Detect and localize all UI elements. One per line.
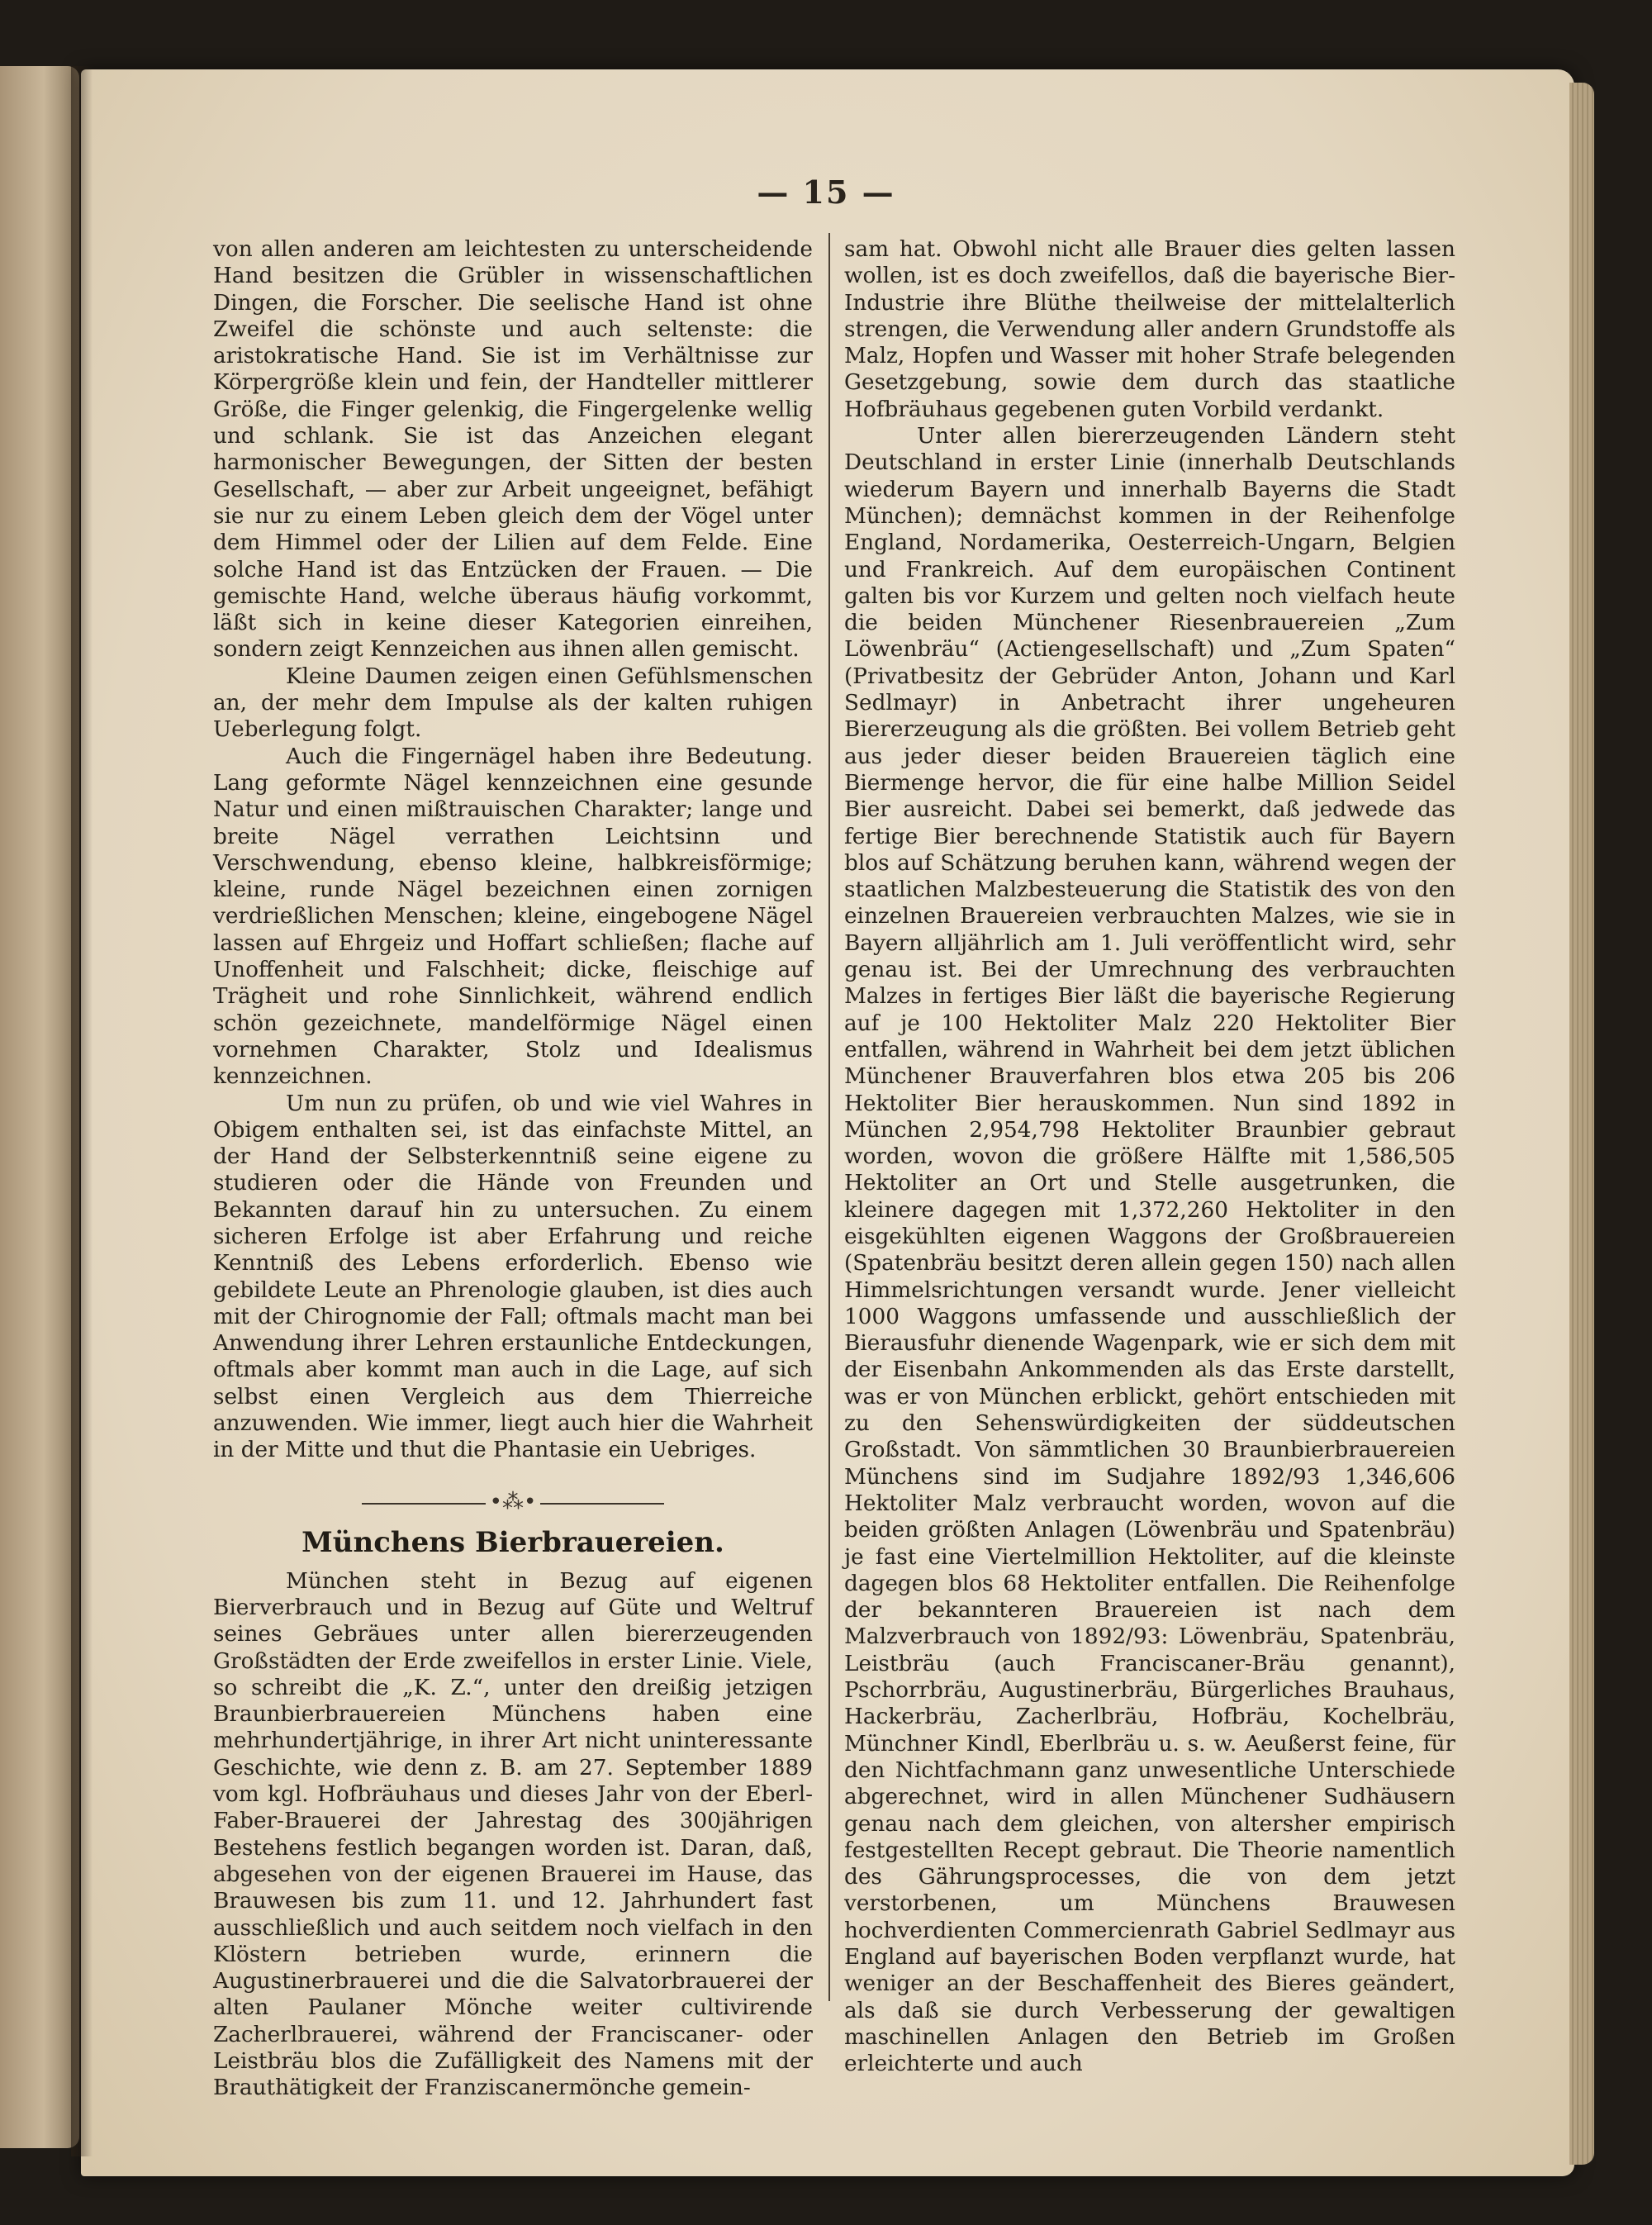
page-number: — 15 — (757, 174, 895, 211)
left-page-edge (0, 66, 79, 2148)
paragraph: Auch die Fingernägel haben ihre Bedeutung. Lang geformte Nägel kennzeichnen eine gesunde Natur und einen mißtrauischen Charakter; lange und breite Nägel verrathen Leichtsinn und Verschwendung, ebenso kleine, halbkreisförmige; kleine, runde Nägel bezeichnen einen zornigen verdrießlichen Menschen; kleine, eingebogene Nägel lassen auf Ehrgeiz und Hoffart schließen; flache auf Unoffenheit und Falschheit; dicke, fleischige auf Trägheit und rohe Sinnlichkeit, während endlich schön gezeichnete, mandelförmige Nägel einen vornehmen Charakter, Stolz und Idealismus kennzeichnen. (213, 744, 813, 1090)
divider-line-left (362, 1503, 486, 1505)
section-title (213, 1524, 813, 1562)
page-edges (1569, 83, 1594, 2165)
paragraph: Unter allen biererzeugenden Ländern steht Deutschland in erster Linie (innerhalb Deutschlands wiederum Bayern und innerhalb Bayerns die Stadt München); demnächst kommen in der Reihenfolge England, Nordamerika, Oesterreich-Ungarn, Belgien und Frankreich. Auf dem europäischen Continent galten bis vor Kurzem und gelten noch vielfach heute die beiden Münchener Riesenbrauereien „Zum Löwenbräu“ (Actiengesellschaft) und „Zum Spaten“ (Privatbesitz der Gebrüder Anton, Johann und Karl Sedlmayr) in Anbetracht ihrer ungeheuren Biererzeugung als die größten. Bei vollem Betrieb geht aus jeder dieser beiden Brauereien täglich eine Biermenge hervor, die für eine halbe Million Seidel Bier ausreicht. Dabei sei bemerkt, daß jedwede das fertige Bier berechnende Statistik auch für Bayern blos auf Schätzung beruhen kann, während wegen der staatlichen Malzbesteuerung die Statistik des von den einzelnen Brauereien verbrauchten Malzes, wie sie in Bayern alljährlich am 1. Juli veröffentlicht wird, sehr genau ist. Bei der Umrechnung des verbrauchten Malzes in fertiges Bier läßt die bayerische Regierung auf je 100 Hektoliter Malz 220 Hektoliter Bier entfallen, während in Wahrheit bei dem jetzt üblichen Münchener Brauverfahren blos etwa 205 bis 206 Hektoliter Bier herauskommen. Nun sind 1892 in München 2,954,798 Hektoliter Braunbier gebraut worden, wovon die größere Hälfte mit 1,586,505 Hektoliter an Ort und Stelle ausgetrunken, die kleinere dagegen mit 1,372,260 Hektoliter in den eisgekühlten eigenen Waggons der Großbrauereien (Spatenbräu besitzt deren allein gegen 150) nach allen Himmelsrichtungen versandt wurde. Jener vielleicht 1000 Waggons umfassende und ausschließlich der Bierausfuhr dienende Wagenpark, wie er sich dem mit der Eisenbahn Ankommenden als das Erste darstellt, was er von München erblickt, gehört entschieden mit zu den Sehenswürdigkeiten der süddeutschen Großstadt. Von sämmtlichen 30 Braunbierbrauereien Münchens sind im Sudjahre 1892/93 1,346,606 Hektoliter Malz verbraucht worden, wovon auf die beiden größten Anlagen (Löwenbräu und Spatenbräu) je fast eine Viertelmillion Hektoliter, auf die kleinste dagegen blos 68 Hektoliter entfallen. Die Reihenfolge der bekannteren Brauereien ist nach dem Malzverbrauch von 1892/93: Löwenbräu, Spatenbräu, Leistbräu (auch Franciscaner-Bräu genannt), Pschorrbräu, Augustinerbräu, Bürgerliches Brauhaus, Hackerbräu, Zacherlbräu, Hofbräu, Kochelbräu, Münchner Kindl, Eberlbräu u. s. w. Aeußerst feine, für den Nichtfachmann ganz unwesentliche Unterschiede abgerechnet, wird in allen Münchener Sudhäusern genau nach dem gleichen, von altersher empirisch festgestellten Recept gebraut. Die Theorie namentlich des Gährungsprocesses, die von dem jetzt verstorbenen, um Münchens Brauwesen hochverdienten Commercienrath Gabriel Sedlmayr aus England auf bayerischen Boden verpflanzt wurde, hat weniger an der Beschaffenheit des Bieres geändert, als daß sie durch Verbesserung der gewaltigen maschinellen Anlagen den Betrieb im Großen erleichterte und auch (844, 424, 1455, 2077)
paragraph: Kleine Daumen zeigen einen Gefühlsmenschen an, der mehr dem Impulse als der kalten ruhigen Ueberlegung folgt. (213, 663, 813, 743)
right-column (844, 236, 1455, 2077)
paragraph: Um nun zu prüfen, ob und wie viel Wahres in Obigem enthalten sei, ist das einfachste Mittel, an der Hand der Selbsterkenntniß seine eigene zu studieren oder die Hände von Freunden und Bekannten darauf hin zu untersuchen. Zu einem sicheren Erfolge ist aber Erfahrung und reiche Kenntniß des Lebens erforderlich. Ebenso wie gebildete Leute an Phrenologie glauben, ist dies auch mit der Chirognomie der Fall; oftmals macht man bei Anwendung ihrer Lehren erstaunliche Entdeckungen, oftmals aber kommt man auch in die Lage, auf sich selbst einen Vergleich aus dem Thierreiche anzuwenden. Wie immer, liegt auch hier die Wahrheit in der Mitte und thut die Phantasie ein Uebriges. (213, 1091, 813, 1463)
paragraph: von allen anderen am leichtesten zu unterscheidende Hand besitzen die Grübler in wissenschaftlichen Dingen, die Forscher. Die seelische Hand ist ohne Zweifel die schönste und auch seltenste: die aristokratische Hand. Sie ist im Verhältnisse zur Körpergröße klein und fein, der Handteller mittlerer Größe, die Finger gelenkig, die Fingergelenke wellig und schlank. Sie ist das Anzeichen elegant harmonischer Bewegungen, der Sitten der besten Gesellschaft, — aber zur Arbeit ungeeignet, befähigt sie nur zu einem Leben gleich dem der Vögel unter dem Himmel oder der Lilien auf dem Felde. Eine solche Hand ist das Entzücken der Frauen. — Die gemischte Hand, welche überaus häufig vorkommt, läßt sich in keine dieser Kategorien einreihen, sondern zeigt Kennzeichen aus ihnen allen gemischt. (213, 237, 813, 663)
section-title-text: Münchens Bierbrauereien. (301, 1525, 724, 1559)
column-divider (828, 233, 830, 2001)
section-divider (213, 1489, 813, 1515)
divider-line-right (540, 1503, 664, 1505)
paragraph: sam hat. Obwohl nicht alle Brauer dies gelten lassen wollen, ist es doch zweifellos, daß die bayerische Bier-Industrie ihre Blüthe theilweise der mittelalterlich strengen, die Verwendung aller andern Grundstoffe als Malz, Hopfen und Wasser mit hoher Strafe belegenden Gesetzgebung, sowie dem durch das staatliche Hofbräuhaus gegebenen guten Vorbild verdankt. (844, 237, 1455, 422)
paragraph: München steht in Bezug auf eigenen Bierverbrauch und in Bezug auf Güte und Weltruf seines Gebräues unter allen biererzeugenden Großstädten der Erde zweifellos in erster Linie. Viele, so schreibt die „K. Z.“, unter den dreißig jetzigen Braunbierbrauereien Münchens haben eine mehrhundertjährige, in ihrer Art nicht uninteressante Geschichte, wie denn z. B. am 27. September 1889 vom kgl. Hofbräuhaus und dieses Jahr von der Eberl-Faber-Brauerei der Jahrestag des 300jährigen Bestehens festlich begangen worden ist. Daran, daß, abgesehen von der eigenen Brauerei im Hause, das Brauwesen bis zum 11. und 12. Jahrhundert fast ausschließlich und auch seitdem noch vielfach in den Klöstern betrieben wurde, erinnern die Augustinerbrauerei und die die Salvatorbrauerei der alten Paulaner Mönche weiter cultivirende Zacherlbrauerei, während der Franciscaner- oder Leistbräu blos die Zufälligkeit des Namens mit der Brauthätigkeit der Franziscanermönche gemein- (213, 1568, 813, 2101)
left-column (213, 236, 813, 2102)
gutter-shadow (71, 66, 93, 2156)
ornament-icon: •⁂• (489, 1489, 537, 1514)
